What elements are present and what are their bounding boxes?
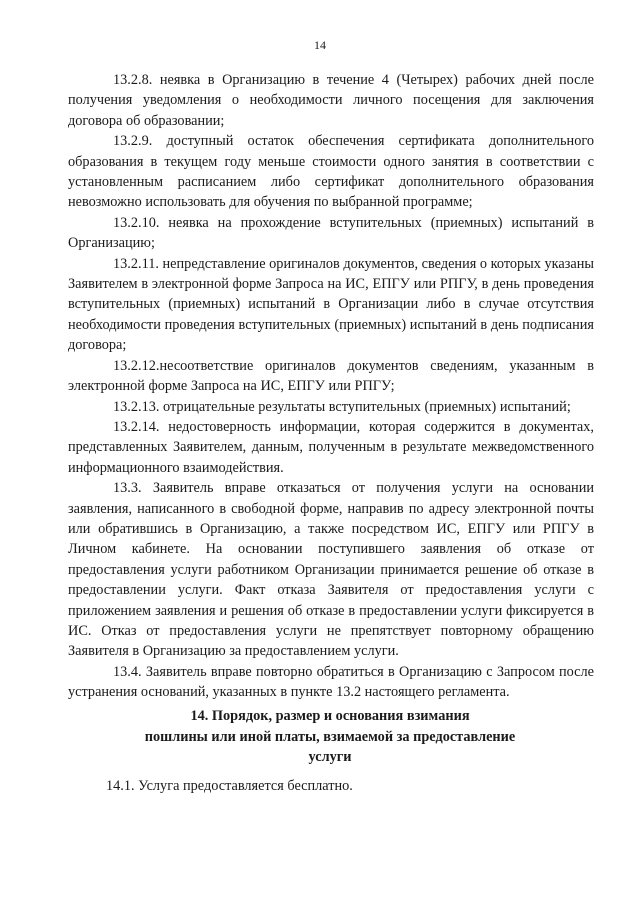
paragraph-13-4: 13.4. Заявитель вправе повторно обратиться в Организацию с Запросом после устранения оснований, указанных в пункте 13.2 настоящего регламента. (68, 663, 594, 701)
paragraph-13-2-9: 13.2.9. доступный остаток обеспечения сертификата дополнительного образования в текущем году меньше стоимости одного занятия в соответствии с установленным расписанием либо сертификат дополнительного образования невозможно использовать для обучения по выбранной программе; (68, 133, 594, 211)
section-heading (120, 706, 540, 768)
page-number: 14 (314, 38, 326, 52)
document-body (68, 70, 594, 703)
paragraph-13-2-13: 13.2.13. отрицательные результаты вступительных (приемных) испытаний; (113, 398, 571, 415)
paragraph-13-2-8: 13.2.8. неявка в Организацию в течение 4 (Четырех) рабочих дней после получения уведомления о необходимости личного посещения для заключения договора об образовании; (68, 72, 594, 129)
paragraph-13-2-12: 13.2.12.несоответствие оригиналов документов сведениям, указанным в электронной форме Запроса на ИС, ЕПГУ или РПГУ; (68, 357, 594, 395)
paragraph-13-2-11: 13.2.11. непредставление оригиналов документов, сведения о которых указаны Заявителем в электронной форме Запроса на ИС, ЕПГУ или РПГУ, в день проведения вступительных (приемных) испытаний в Организации либо в случае отсутствия необходимости проведения вступительных (приемных) испытаний в день подписания договора; (68, 255, 594, 354)
paragraph-13-3: 13.3. Заявитель вправе отказаться от получения услуги на основании заявления, написанного в свободной форме, направив по адресу электронной почты или обратившись в Организацию, а также посредством ИС, ЕПГУ или РПГУ в Личном кабинете. На основании поступившего заявления об отказе от предоставления услуги работником Организации принимается решение об отказе в предоставлении услуги. Факт отказа Заявителя от предоставления услуги с приложением заявления и решения об отказе в предоставлении услуги фиксируется в ИС. Отказ от предоставления услуги не препятствует повторному обращению Заявителя в Организацию за предоставлением услуги. (68, 480, 594, 660)
heading-line: услуги (308, 749, 352, 765)
paragraph-13-2-14: 13.2.14. недостоверность информации, которая содержится в документах, представленных Заявителем, данным, полученным в результате межведомственного информационного взаимодействия. (68, 418, 594, 476)
paragraph-14-1: 14.1. Услуга предоставляется бесплатно. (106, 778, 353, 794)
paragraph-13-2-10: 13.2.10. неявка на прохождение вступительных (приемных) испытаний в Организацию; (68, 214, 594, 252)
heading-line: пошлины или иной платы, взимаемой за предоставление (144, 728, 516, 745)
heading-line: 14. Порядок, размер и основания взимания (190, 708, 470, 724)
